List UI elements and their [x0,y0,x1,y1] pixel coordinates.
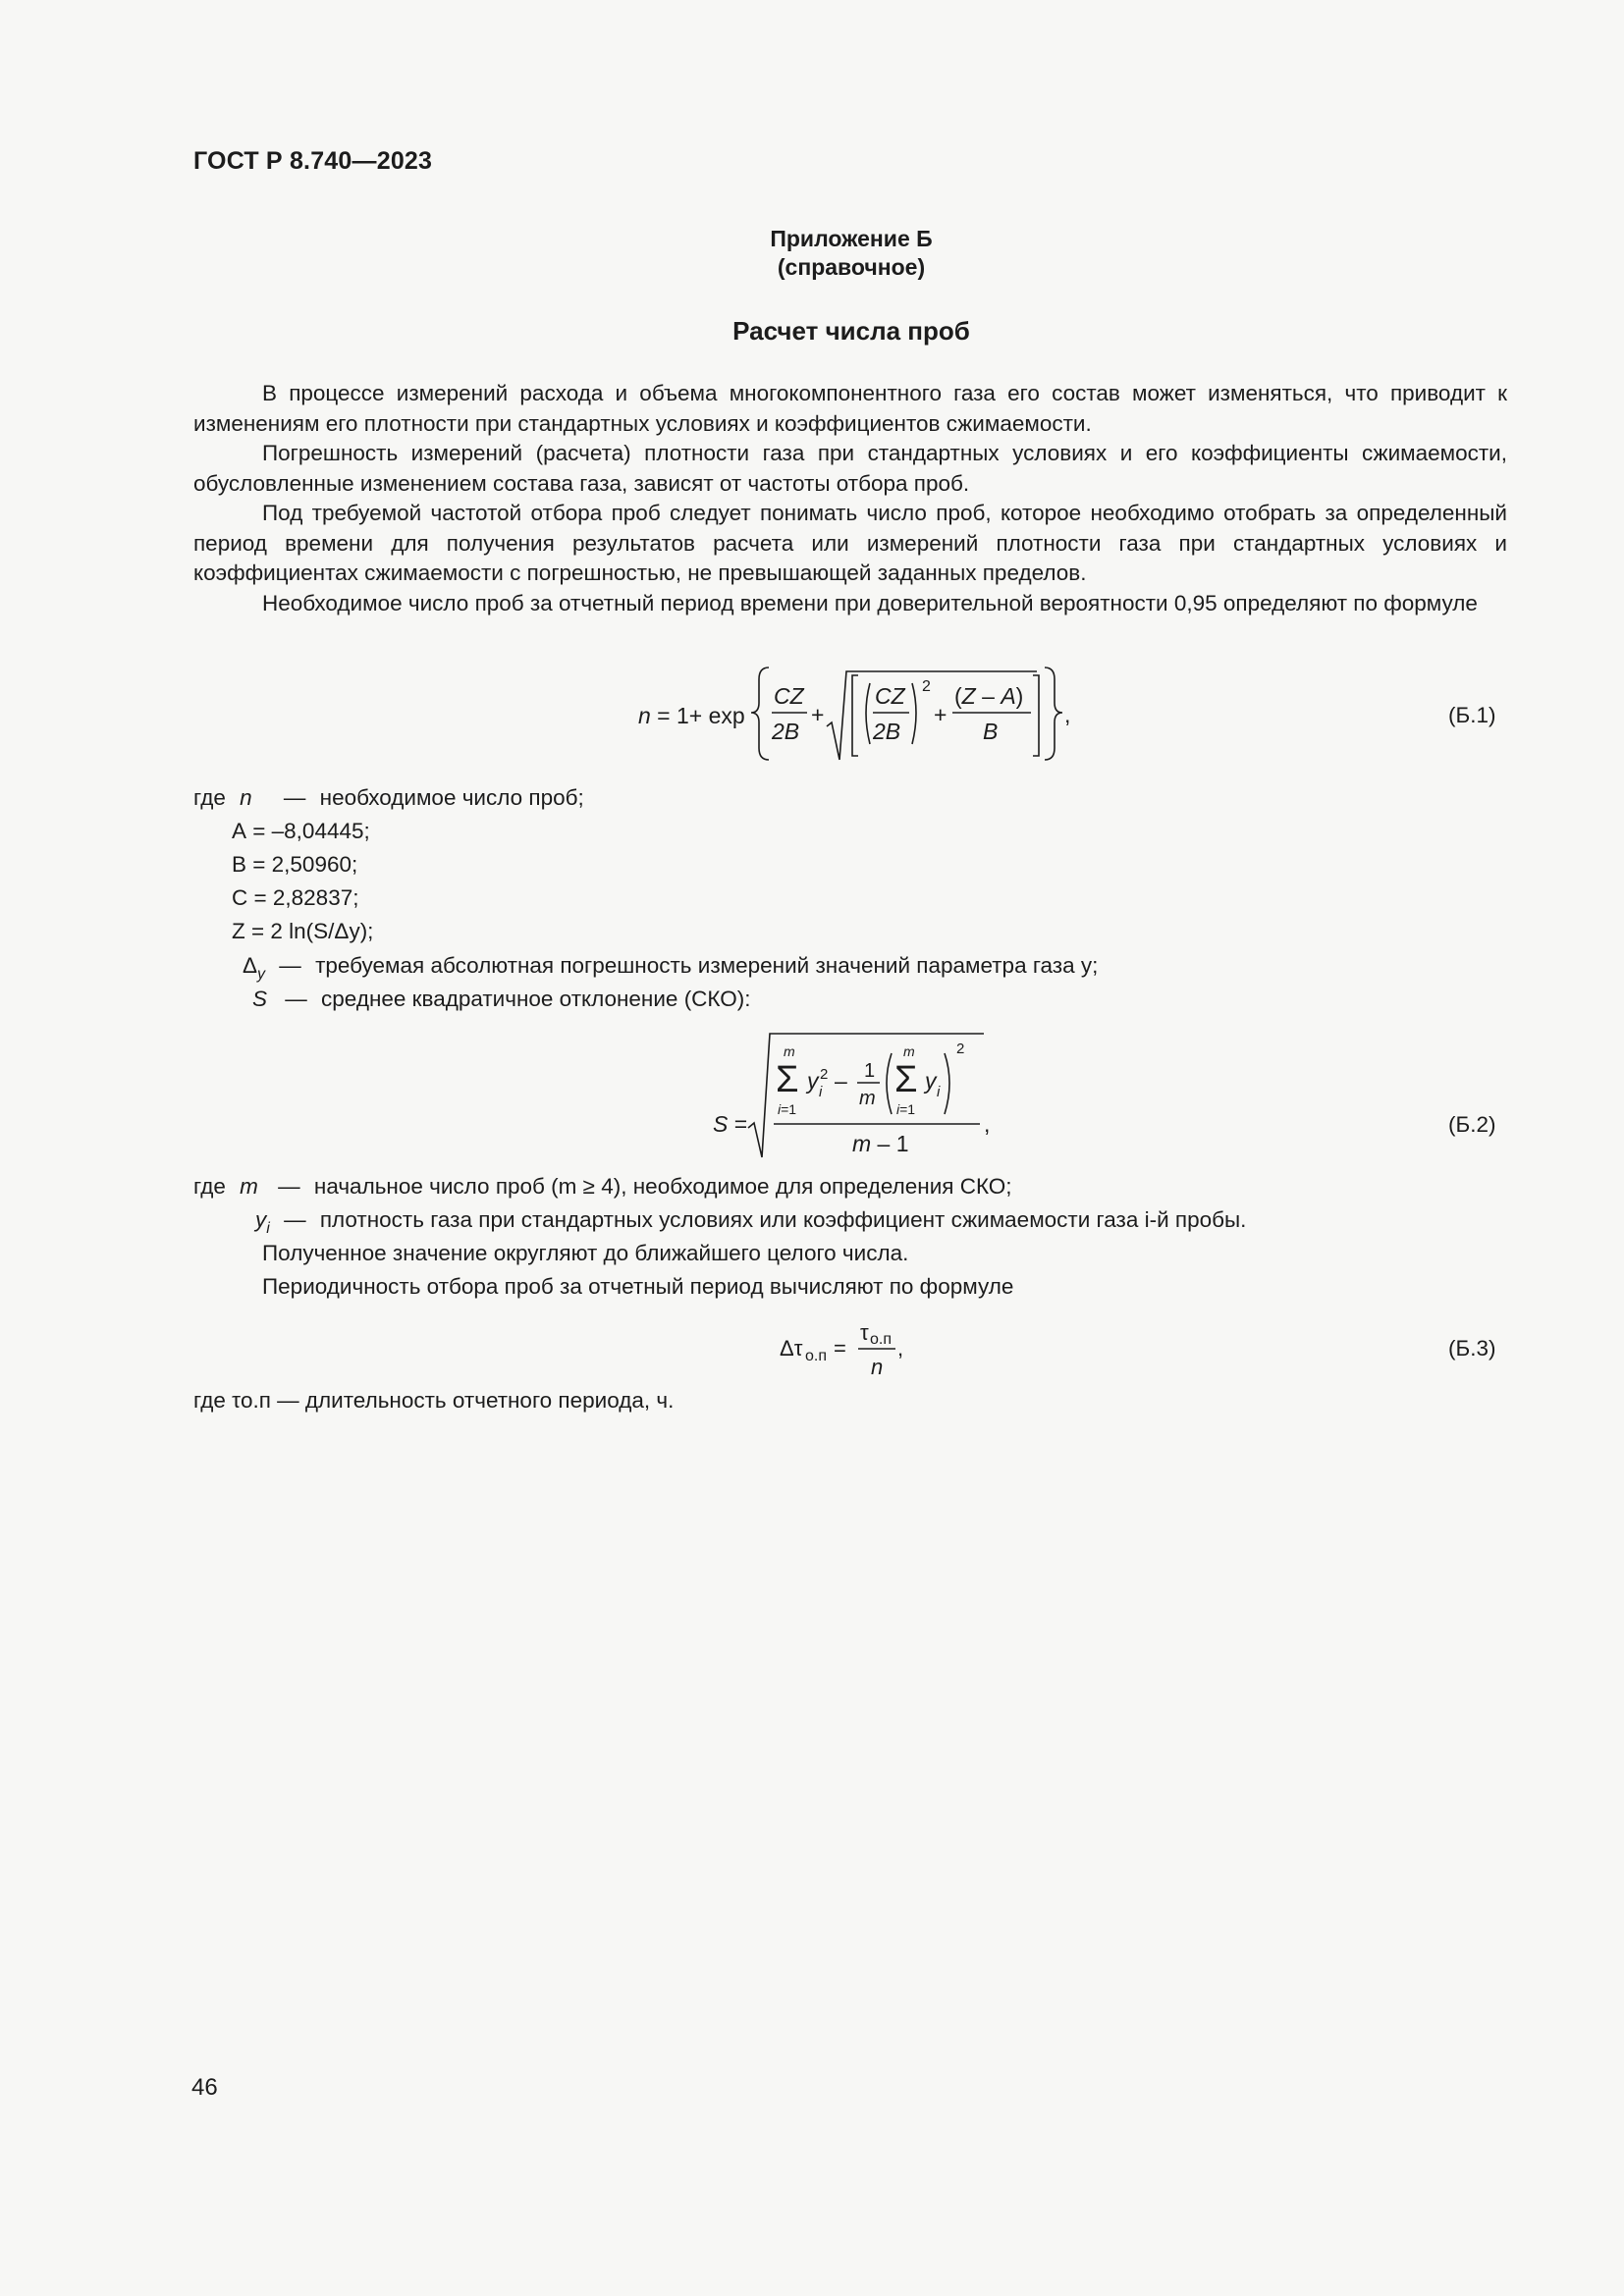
svg-text:,: , [984,1111,991,1137]
svg-text:–: – [835,1068,847,1094]
const-b: В = 2,50960; [232,852,358,877]
svg-text:Σ: Σ [894,1059,918,1100]
svg-text:2B: 2B [772,719,800,744]
where-delta: $\Delta_y$ — требуемая абсолютная погрешность измерений значений параметра газа у; [243,953,1099,983]
paragraph: В процессе измерений расхода и объема многокомпонентного газа его состав может изменяться, что приводит к изменениям его плотности при стандартных условиях и коэффициентов сжимаемости. [193,381,1507,436]
s-description: среднее квадратичное отклонение (СКО): [321,987,751,1011]
appendix-title: Приложение Б [770,226,933,251]
svg-text:2: 2 [922,678,931,695]
period-text: Периодичность отбора проб за отчетный период вычисляют по формуле [262,1274,1014,1299]
svg-text:,: , [1064,702,1071,727]
section-title: Расчет числа проб [732,316,970,346]
formula-b2 [707,1026,1001,1163]
svg-text:τ: τ [860,1320,869,1345]
svg-text:i=1: i=1 [896,1101,916,1117]
body-text [193,379,1507,618]
svg-text:i: i [819,1084,823,1100]
appendix-subtitle: (справочное) [777,254,926,280]
svg-text:1: 1 [864,1060,876,1082]
svg-text:+: + [811,702,825,727]
svg-text:2: 2 [820,1066,829,1083]
svg-text:n: n [871,1355,884,1379]
const-a: А = –8,04445; [232,819,370,843]
page-number: 46 [191,2074,218,2101]
svg-text:i=1: i=1 [778,1101,797,1117]
svg-text:B: B [983,719,999,744]
formula-b3 [776,1315,933,1384]
m-description: начальное число проб (m ≥ 4), необходимое для определения СКО; [313,1174,1012,1199]
where-tau: где τо.п — длительность отчетного периода, ч. [193,1388,675,1413]
n-description: необходимое число проб; [319,785,584,810]
equation-number-b2: (Б.2) [1448,1112,1496,1137]
svg-text:Σ: Σ [776,1059,799,1100]
where-lead: где [193,785,226,810]
svg-text:+: + [934,702,947,727]
const-c: С = 2,82837; [232,885,359,910]
z-definition: Z = 2 ln(S/Δy); [232,919,374,943]
svg-text:i: i [937,1084,941,1100]
delta-description: требуемая абсолютная погрешность измерений значений параметра газа у; [315,953,1099,978]
doc-header: ГОСТ Р 8.740—2023 [193,147,433,175]
svg-text:о.п: о.п [805,1348,828,1364]
svg-text:y: y [807,1068,819,1094]
svg-text:S =: S = [713,1111,748,1137]
svg-text:y: y [925,1068,937,1094]
svg-text:2: 2 [956,1041,965,1057]
svg-text:m – 1: m – 1 [852,1131,909,1156]
paragraph: Погрешность измерений (расчета) плотности газа при стандартных условиях и его коэффициенты сжимаемости, обусловленные изменением состава газа, зависят от частоты отбора проб. [193,441,1507,496]
where-lead: где [193,1174,226,1199]
svg-text:(Z – A): (Z – A) [954,683,1024,709]
where-s: S — среднее квадратичное отклонение (СКО): [252,987,751,1011]
svg-text:m: m [859,1088,876,1109]
svg-text:,: , [897,1336,904,1361]
svg-text:m: m [903,1043,915,1059]
paragraph: Необходимое число проб за отчетный период времени при доверительной вероятности 0,95 определяют по формуле [262,590,1478,615]
formula-b1 [628,658,1080,768]
equation-number-b1: (Б.1) [1448,703,1496,727]
svg-text:CZ: CZ [875,683,905,709]
rounding-text: Полученное значение округляют до ближайшего целого числа. [262,1241,909,1265]
svg-text:2B: 2B [873,719,901,744]
svg-text:n = 1+ exp: n = 1+ exp [638,703,745,728]
paragraph: Под требуемой частотой отбора проб следует понимать число проб, которое необходимо отобрать за определенный период времени для получения результатов расчета или измерений плотности газа при стандартных условиях и коэффициентах сжимаемости с погрешностью, не превышающей заданных пределов. [193,501,1507,585]
where-yi: $y_i$ — плотность газа при стандартных условиях или коэффициент сжимаемости газа i-й пробы. [255,1207,1247,1237]
svg-text:CZ: CZ [774,683,804,709]
appendix-heading [0,225,1624,282]
equation-number-b3: (Б.3) [1448,1336,1496,1361]
where-n: где n — необходимое число проб; [193,785,584,810]
where-m: где m — начальное число проб (m ≥ 4), необходимое для определения СКО; [193,1174,1012,1199]
svg-text:о.п: о.п [870,1331,893,1348]
svg-text:=: = [834,1336,846,1361]
svg-text:m: m [784,1043,795,1059]
yi-description: плотность газа при стандартных условиях или коэффициент сжимаемости газа i-й пробы. [319,1207,1247,1232]
svg-text:Δτ: Δτ [780,1336,803,1361]
